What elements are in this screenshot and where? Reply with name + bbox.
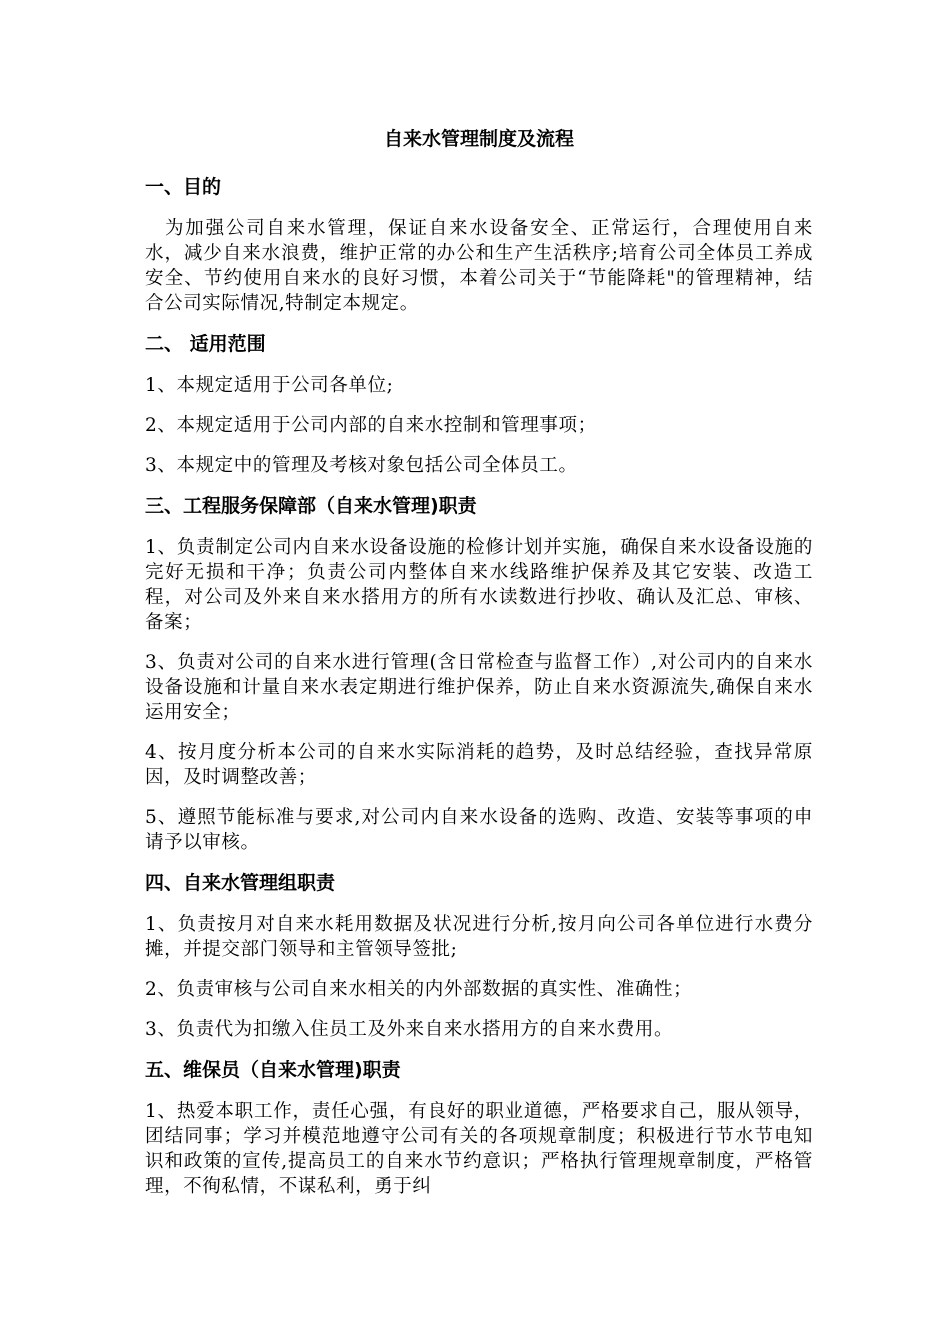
paragraph: 1、热爱本职工作，责任心强，有良好的职业道德，严格要求自己，服从领导，团结同事；学习并模范地遵守公司有关的各项规章制度；积极进行节水节电知识和政策的宣传,提高员工的自来水节约意识；严格执行管理规章制度，严格管理，不徇私情，不谋私利，勇于纠: [145, 1101, 813, 1197]
section-purpose: [145, 174, 813, 316]
section-heading: 四、自来水管理组职责: [145, 872, 336, 894]
section-heading: 三、工程服务保障部（自来水管理)职责: [145, 495, 477, 517]
paragraph: 3、本规定中的管理及考核对象包括公司全体员工。: [145, 455, 578, 476]
section-management-group-duties: [145, 870, 813, 1042]
paragraph: 为加强公司自来水管理，保证自来水设备安全、正常运行，合理使用自来水，减少自来水浪费，维护正常的办公和生产生活秩序;培育公司全体员工养成安全、节约使用自来水的良好习惯，本着公司关于“节能降耗"的管理精神，结合公司实际情况,特制定本规定。: [145, 218, 813, 314]
paragraph: 2、负责审核与公司自来水相关的内外部数据的真实性、准确性；: [145, 979, 693, 1000]
paragraph: 2、本规定适用于公司内部的自来水控制和管理事项；: [145, 415, 597, 436]
section-heading: 五、维保员（自来水管理)职责: [145, 1059, 401, 1081]
paragraph: 3、负责代为扣缴入住员工及外来自来水搭用方的自来水费用。: [145, 1019, 674, 1040]
section-scope: [145, 331, 813, 478]
paragraph: 4、按月度分析本公司的自来水实际消耗的趋势，及时总结经验，查找异常原因，及时调整改善；: [145, 742, 813, 788]
section-engineering-duties: [145, 493, 813, 855]
section-maintenance-staff-duties: [145, 1057, 813, 1199]
paragraph: 3、负责对公司的自来水进行管理(含日常检查与监督工作）,对公司内的自来水设备设施和计量自来水表定期进行维护保养，防止自来水资源流失,确保自来水运用安全；: [145, 652, 813, 723]
section-heading: 一、目的: [145, 176, 222, 198]
document-title: 自来水管理制度及流程: [383, 128, 574, 150]
paragraph: 1、本规定适用于公司各单位;: [145, 375, 394, 396]
document-page: [145, 118, 813, 1214]
paragraph: 5、遵照节能标准与要求,对公司内自来水设备的选购、改造、安装等事项的申请予以审核。: [145, 807, 813, 853]
section-heading: 二、 适用范围: [145, 333, 266, 355]
paragraph: 1、负责制定公司内自来水设备设施的检修计划并实施，确保自来水设备设施的完好无损和干净；负责公司内整体自来水线路维护保养及其它安装、改造工程，对公司及外来自来水搭用方的所有水读数进行抄收、确认及汇总、审核、备案；: [145, 537, 813, 633]
paragraph: 1、负责按月对自来水耗用数据及状况进行分析,按月向公司各单位进行水费分摊，并提交部门领导和主管领导签批;: [145, 914, 813, 960]
